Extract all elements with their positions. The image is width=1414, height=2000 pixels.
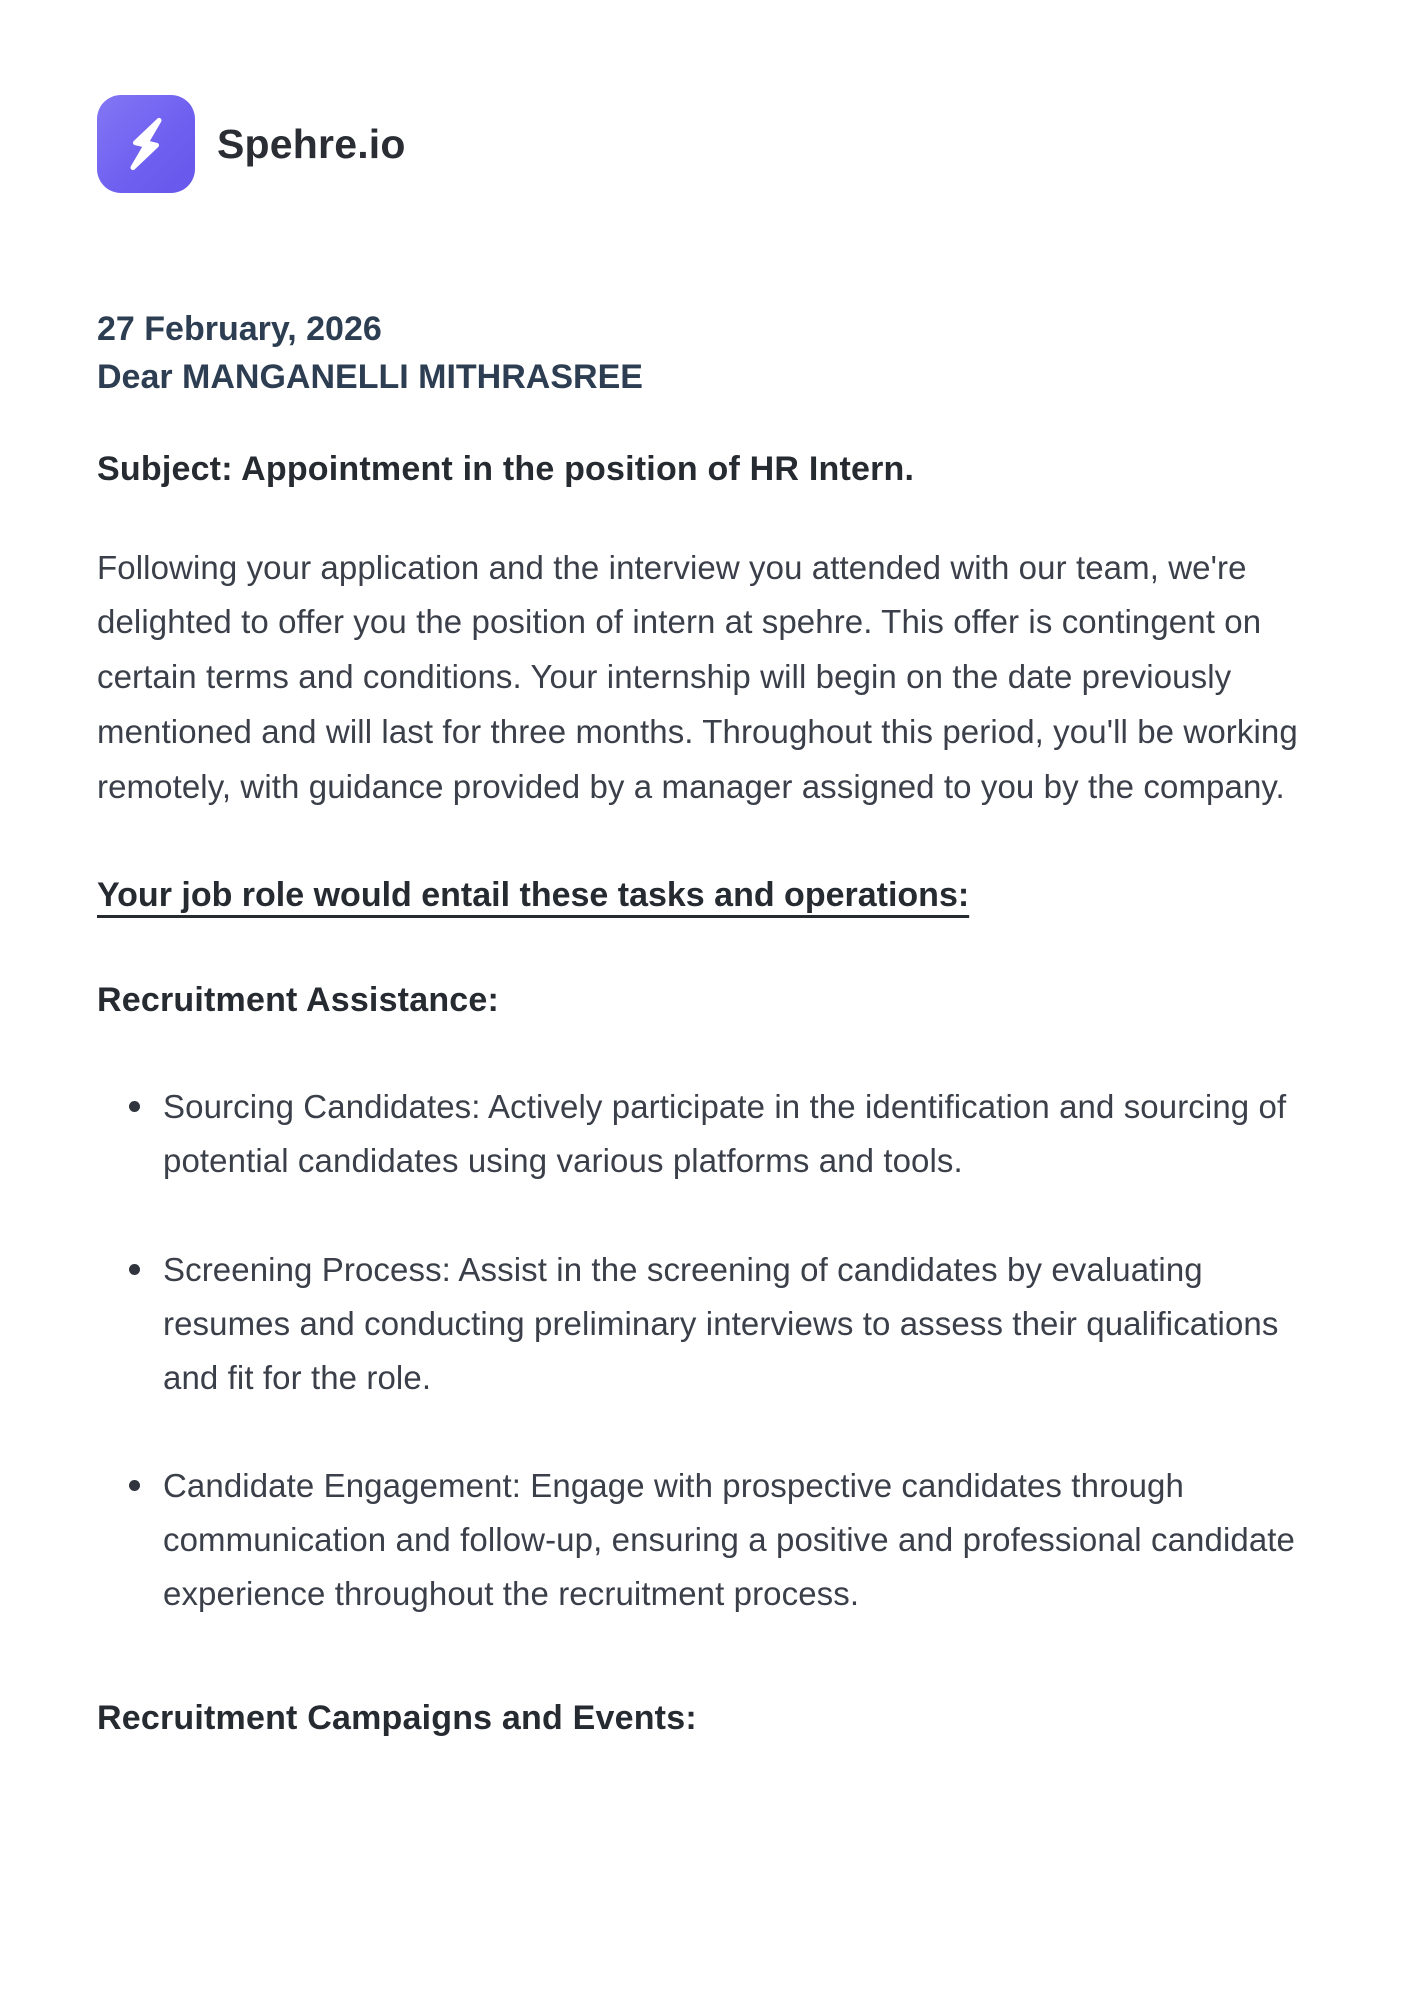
- letter-date: 27 February, 2026: [97, 310, 382, 348]
- task-bullet-list: [97, 1080, 1317, 1621]
- tasks-heading: Your job role would entail these tasks and operations:: [97, 876, 970, 915]
- spehre-logo: [97, 95, 195, 193]
- recruitment-campaigns-heading: Recruitment Campaigns and Events:: [97, 1699, 697, 1738]
- date-salutation-block: [97, 305, 1317, 402]
- brand-name: Spehre.io: [217, 120, 406, 167]
- recruitment-assistance-heading: Recruitment Assistance:: [97, 981, 500, 1020]
- brand-header: [97, 95, 1317, 193]
- letter-salutation: Dear MANGANELLI MITHRASREE: [97, 358, 643, 397]
- list-item: Candidate Engagement: Engage with prospective candidates through communication and follow-up, ensuring a positive and professional candidate experience throughout the recruitment process.: [97, 1459, 1317, 1621]
- subject-line: Subject: Appointment in the position of HR Intern.: [97, 449, 915, 488]
- list-item: Screening Process: Assist in the screening of candidates by evaluating resumes and conducting preliminary interviews to assess their qualifications and fit for the role.: [97, 1243, 1317, 1405]
- intro-paragraph: Following your application and the interview you attended with our team, we're delighted to offer you the position of intern at spehre. This offer is contingent on certain terms and conditions. Your internship will begin on the date previously mentioned and will last for three months. Throughout this period, you'll be working remotely, with guidance provided by a manager assigned to you by the company.: [97, 548, 1298, 805]
- s-bolt-icon: [115, 113, 177, 175]
- list-item: Sourcing Candidates: Actively participate in the identification and sourcing of potential candidates using various platforms and tools.: [97, 1080, 1317, 1188]
